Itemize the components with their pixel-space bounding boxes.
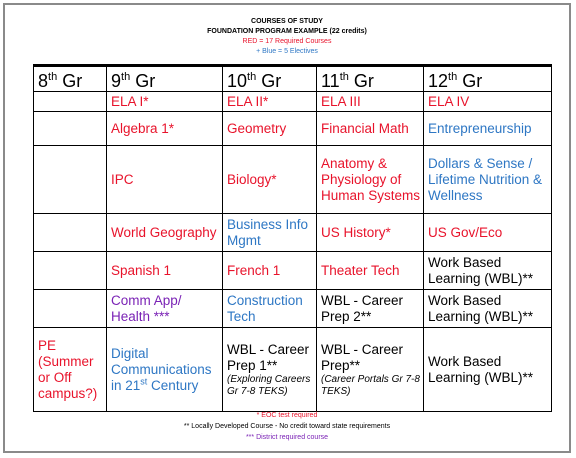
table-cell: WBL - Career Prep 2** bbox=[317, 290, 424, 328]
table-cell bbox=[34, 92, 107, 112]
grade-header-12: 12th Gr bbox=[424, 66, 552, 92]
table-cell bbox=[34, 214, 107, 252]
table-cell: Work Based Learning (WBL)** bbox=[424, 328, 552, 412]
table-cell bbox=[34, 290, 107, 328]
table-row bbox=[34, 146, 552, 214]
table-cell: ELA IV bbox=[424, 92, 552, 112]
page-subtitle: FOUNDATION PROGRAM EXAMPLE (22 credits) bbox=[207, 28, 367, 35]
table-cell: Anatomy & Physiology of Human Systems bbox=[317, 146, 424, 214]
table-cell: Work Based Learning (WBL)** bbox=[424, 290, 552, 328]
table-cell: World Geography bbox=[107, 214, 223, 252]
table-cell: French 1 bbox=[223, 252, 317, 290]
table-cell: ELA I* bbox=[107, 92, 223, 112]
table-cell-wbl-prep: WBL - Career Prep** (Career Portals Gr 7-8 TEKS) bbox=[317, 328, 424, 412]
table-cell: Dollars & Sense / Lifetime Nutrition & Wellness bbox=[424, 146, 552, 214]
table-cell: Geometry bbox=[223, 112, 317, 146]
table-cell-pe: PE (Summer or Off campus?) bbox=[34, 328, 107, 412]
footnote-local: ** Locally Developed Course - No credit toward state requirements bbox=[183, 423, 391, 430]
grade-header-8: 8th Gr bbox=[34, 66, 107, 92]
table-cell: ELA III bbox=[317, 92, 424, 112]
table-cell bbox=[34, 252, 107, 290]
table-cell: Work Based Learning (WBL)** bbox=[424, 252, 552, 290]
footnotes bbox=[5, 410, 569, 443]
grade-header-11: 11th Gr bbox=[317, 66, 424, 92]
table-cell: Entrepreneurship bbox=[424, 112, 552, 146]
table-row bbox=[34, 92, 552, 112]
table-cell bbox=[34, 112, 107, 146]
courses-table bbox=[33, 64, 552, 412]
table-row bbox=[34, 112, 552, 146]
page-title: COURSES OF STUDY bbox=[251, 18, 323, 25]
table-cell: Construction Tech bbox=[223, 290, 317, 328]
table-cell-wbl-prep-1: WBL - Career Prep 1** (Exploring Careers Gr 7-8 TEKS) bbox=[223, 328, 317, 412]
table-row bbox=[34, 328, 552, 412]
red-legend: RED = 17 Required Courses bbox=[242, 38, 332, 45]
header bbox=[5, 17, 569, 57]
table-row bbox=[34, 252, 552, 290]
table-cell: Theater Tech bbox=[317, 252, 424, 290]
table-cell bbox=[34, 146, 107, 214]
footnote-eoc: * EOC test required bbox=[256, 412, 318, 419]
table-row bbox=[34, 290, 552, 328]
table-cell-digital: Digital Communications in 21st Century bbox=[107, 328, 223, 412]
table-cell: Spanish 1 bbox=[107, 252, 223, 290]
grade-header-9: 9th Gr bbox=[107, 66, 223, 92]
table-cell: Biology* bbox=[223, 146, 317, 214]
table-cell: Business Info Mgmt bbox=[223, 214, 317, 252]
blue-legend: + Blue = 5 Electives bbox=[256, 48, 318, 55]
table-cell: Algebra 1* bbox=[107, 112, 223, 146]
table-cell: Financial Math bbox=[317, 112, 424, 146]
grade-header-row bbox=[34, 66, 552, 92]
table-cell: ELA II* bbox=[223, 92, 317, 112]
table-cell: US Gov/Eco bbox=[424, 214, 552, 252]
table-cell: IPC bbox=[107, 146, 223, 214]
table-cell: Comm App/ Health *** bbox=[107, 290, 223, 328]
footnote-district: *** District required course bbox=[245, 434, 329, 441]
grade-header-10: 10th Gr bbox=[223, 66, 317, 92]
document-frame bbox=[3, 3, 571, 453]
table-cell: US History* bbox=[317, 214, 424, 252]
table-row bbox=[34, 214, 552, 252]
